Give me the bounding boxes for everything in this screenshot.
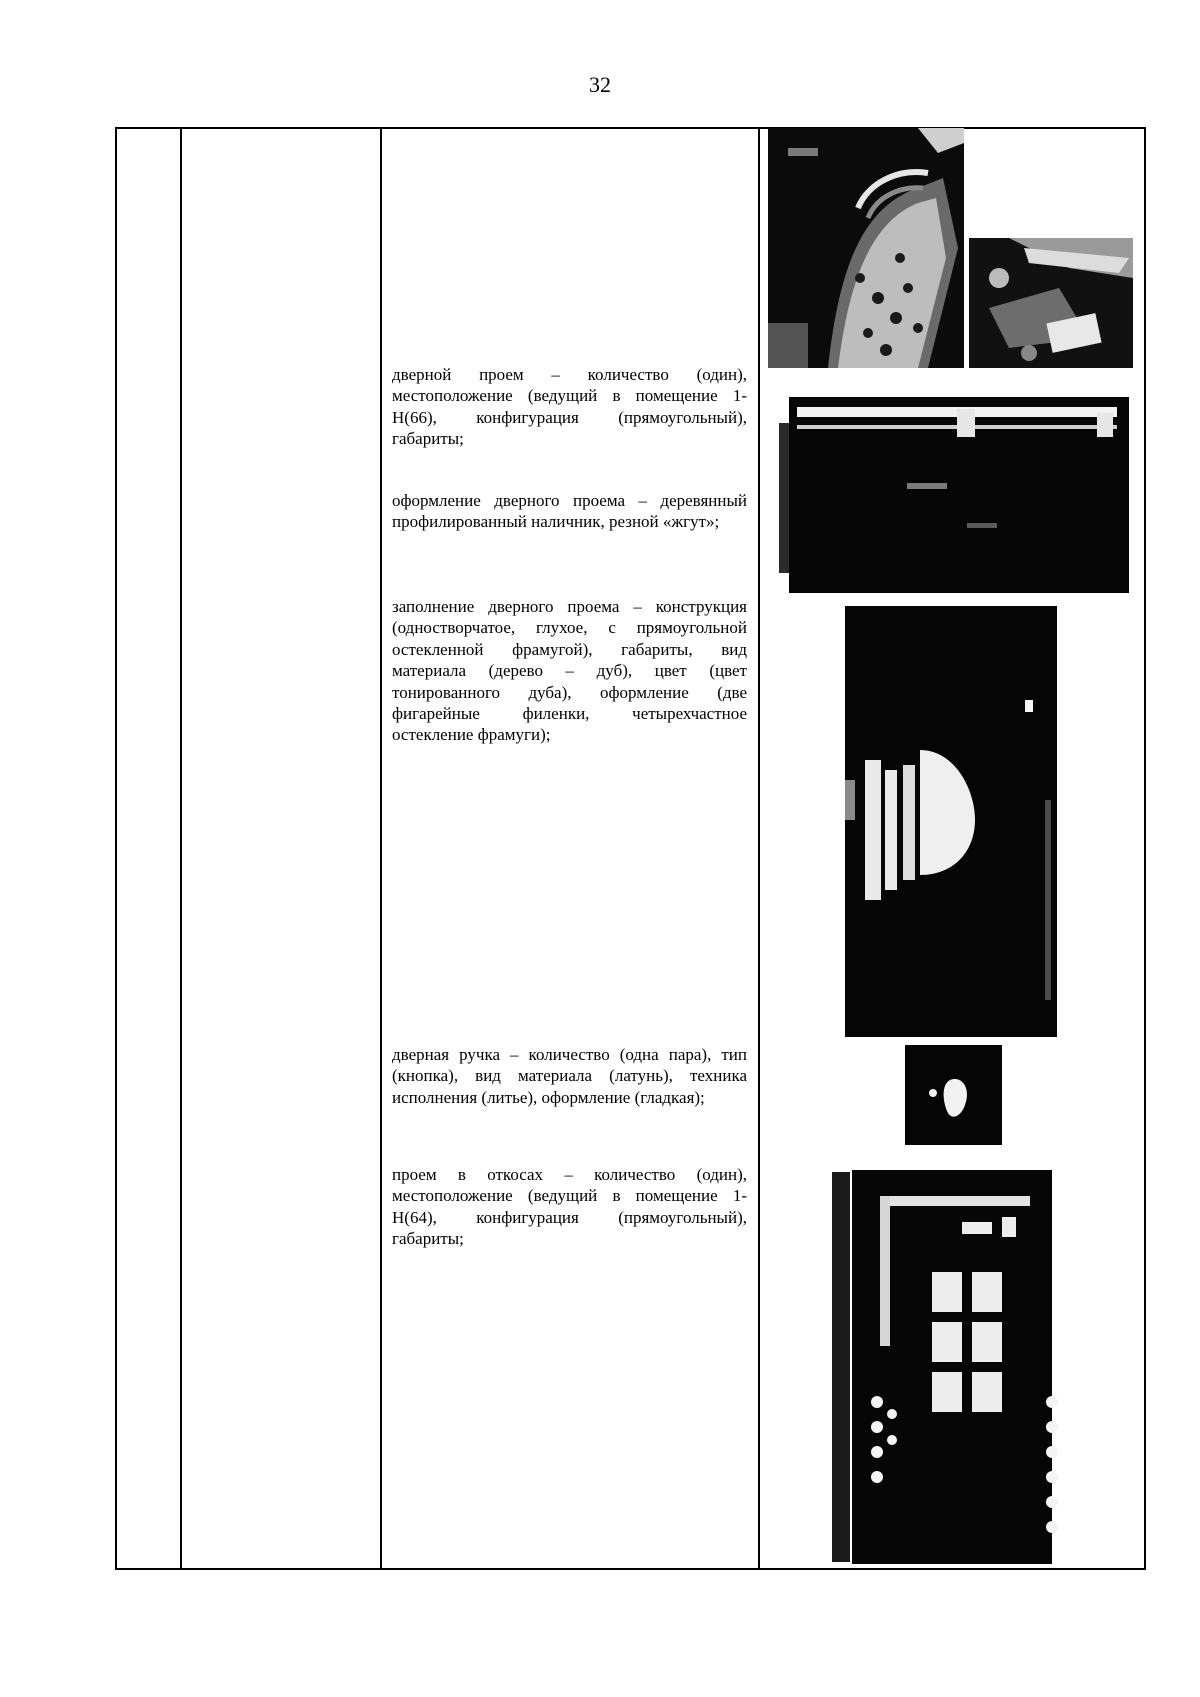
door-handle-photo [905,1045,1002,1145]
doorway-reveal-photo [832,1162,1073,1564]
door-leaf-photo [845,600,1057,1037]
column-divider-2 [380,127,382,1570]
description-door-surround: оформление дверного проема – деревянный профилированный наличник, резной «жгут»; [392,491,747,532]
description-door-handle: дверная ручка – количество (одна пара), тип (кнопка), вид материала (латунь), техника исполнения (литье), оформление (гладкая); [392,1045,747,1107]
description-doorway-reveal: проем в откосах – количество (один), местоположение (ведущий в помещение 1-Н(64), конфигурация (прямоугольный), габариты; [392,1165,747,1249]
carved-ornament-photo [768,128,964,368]
door-surround-photo [767,393,1135,593]
column-divider-1 [180,127,182,1570]
column-divider-3 [758,127,760,1570]
fragment-detail-photo [969,238,1133,368]
description-door-filling: заполнение дверного проема – конструкция (одностворчатое, глухое, с прямоугольной остекленной фрамугой), габариты, вид материала (дерево – дуб), цвет (цвет тонированного дуба), оформление (две фигарейные филенки, четырехчастное остекление фрамуги); [392,597,747,745]
description-doorway: дверной проем – количество (один), местоположение (ведущий в помещение 1-Н(66), конфигурация (прямоугольный), габариты; [392,365,747,449]
page-number: 32 [589,72,611,97]
